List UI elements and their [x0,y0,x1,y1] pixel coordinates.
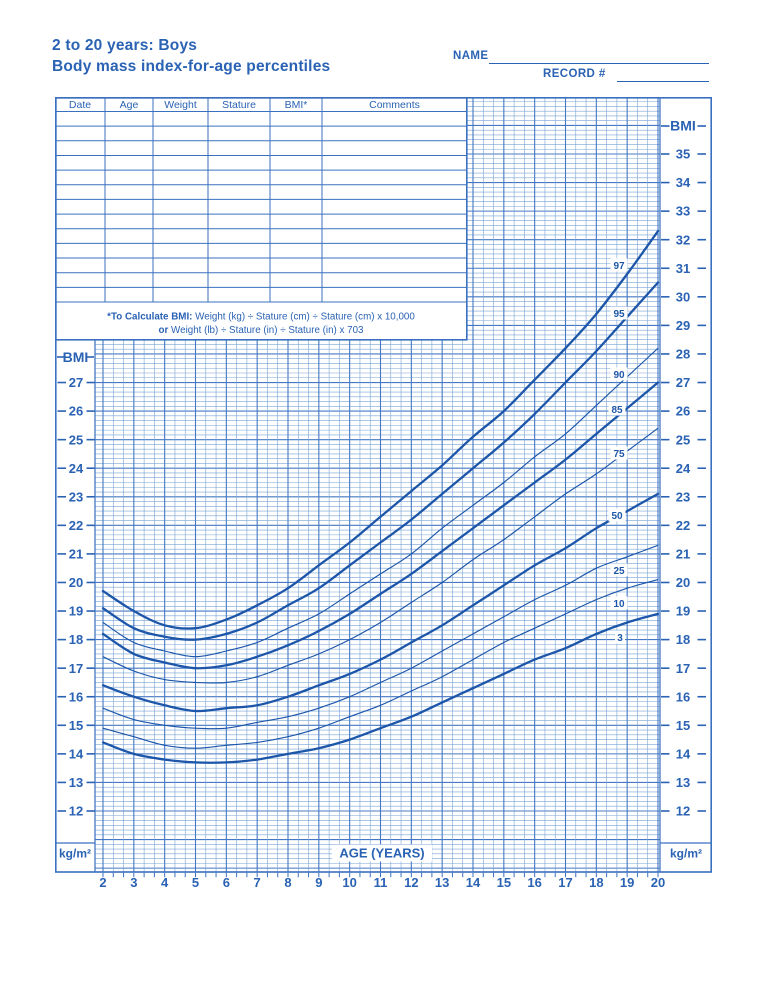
x-tick-label: 17 [558,875,573,890]
y-tick-label-right: 26 [675,403,691,419]
x-tick-label: 2 [99,875,107,890]
y-tick-label-left: 14 [68,746,84,762]
y-tick-label-right: 31 [675,260,691,276]
table-empty-row[interactable] [57,243,467,258]
x-tick-label: 12 [404,875,419,890]
y-tick-label-right: 23 [675,489,691,505]
x-axis-title-group [332,845,432,862]
y-tick-label-left: 26 [68,403,84,419]
x-tick-label: 20 [650,875,666,890]
x-tick-label: 4 [161,875,169,890]
x-axis-labels [99,875,665,890]
percentile-curve-label-75: 75 [613,448,625,460]
x-axis-title: AGE (YEARS) [339,845,425,861]
bmi-note-line2-bold: or [158,325,169,336]
y-tick-label-right: 35 [675,146,691,162]
name-label: NAME [453,50,489,62]
y-unit-label-right: kg/m² [669,846,703,861]
x-tick-label: 14 [465,875,481,890]
table-empty-row[interactable] [57,273,467,288]
table-empty-row[interactable] [57,229,467,244]
y-tick-label-left: 17 [68,660,84,676]
table-empty-row[interactable] [57,214,467,229]
y-tick-label-right: 27 [675,375,691,391]
y-tick-label-left: 15 [68,717,84,733]
y-tick-label-right: 16 [675,689,691,705]
y-tick-label-right: 29 [675,317,691,333]
percentile-curve-label-97: 97 [613,260,625,272]
y-tick-label-right: 13 [675,775,691,791]
y-tick-label-right: 25 [675,432,691,448]
x-tick-label: 15 [496,875,512,890]
table-empty-row[interactable] [57,258,467,273]
y-tick-label-right: 28 [675,346,691,362]
table-empty-row[interactable] [57,199,467,214]
x-tick-label: 6 [222,875,230,890]
x-tick-label: 16 [527,875,542,890]
y-tick-label-right: 30 [675,289,691,305]
y-tick-label-right: 14 [675,746,691,762]
y-tick-label-left: 13 [68,775,84,791]
y-tick-label-left: 27 [68,375,84,391]
page-title: 2 to 20 years: Boys [52,37,198,54]
percentile-curve-labels [609,259,628,644]
table-header-cell: Comments [369,99,420,111]
table-empty-row[interactable] [57,170,467,185]
table-empty-row[interactable] [57,185,467,200]
y-tick-label-right: 20 [675,575,691,591]
table-header-cell: Date [68,99,92,111]
x-tick-label: 3 [130,875,138,890]
x-tick-label: 9 [315,875,323,890]
y-tick-label-right: 22 [675,517,691,533]
table-empty-row[interactable] [57,112,467,127]
y-tick-label-left: 12 [68,803,84,819]
x-tick-label: 8 [284,875,292,890]
bmi-note-line2-rest: Weight (lb) ÷ Stature (in) ÷ Stature (in) x 703 [168,325,364,336]
y-axis-title-right: BMI [670,117,696,134]
x-tick-label: 11 [373,875,388,890]
y-tick-label-left: 16 [68,689,84,705]
y-tick-label-left: 19 [68,603,84,619]
percentile-curve-label-3: 3 [617,632,623,644]
table-header-cell: Age [119,99,139,111]
y-axis-title-left: BMI [62,349,89,365]
y-tick-label-right: 33 [675,203,691,219]
bmi-note-line-2 [159,325,365,336]
y-tick-label-right: 21 [675,546,691,562]
y-tick-label-left: 23 [68,489,84,505]
y-tick-label-left: 21 [68,546,84,562]
bmi-note-line-1 [107,312,415,323]
y-unit-label-left: kg/m² [58,846,92,861]
table-empty-row[interactable] [57,126,467,141]
y-tick-label-right: 12 [675,803,691,819]
y-tick-label-right: 24 [675,460,691,476]
y-axis-left [55,349,95,861]
y-tick-label-right: 32 [675,232,691,248]
table-header-cell: Stature [222,99,256,111]
table-empty-row[interactable] [57,141,467,156]
bmi-chart-figure [55,97,712,897]
y-tick-label-left: 24 [68,460,84,476]
percentile-curve-label-95: 95 [613,308,625,320]
y-tick-label-right: 15 [675,717,691,733]
record-input-line[interactable] [617,66,709,82]
percentile-curve-label-25: 25 [613,565,625,577]
percentile-curve-label-85: 85 [611,404,623,416]
y-axis-right [660,118,712,861]
y-tick-label-right: 34 [675,175,691,191]
y-tick-label-right: 17 [675,660,691,676]
bmi-note-line1-bold: *To Calculate BMI: [107,311,193,323]
table-empty-row[interactable] [57,287,467,302]
x-tick-label: 5 [191,875,200,890]
percentile-curve-label-90: 90 [613,369,625,381]
table-header-cell: Weight [164,99,197,111]
table-empty-row[interactable] [57,155,467,170]
page-subtitle: Body mass index-for-age percentiles [52,58,331,75]
name-input-line[interactable] [489,48,709,64]
table-header-cell: BMI* [284,99,308,111]
bmi-note-line1-rest: Weight (kg) ÷ Stature (cm) ÷ Stature (cm) x 10,000 [192,311,415,323]
record-label: RECORD # [543,68,606,80]
y-tick-label-right: 18 [675,632,691,648]
x-tick-label: 18 [589,875,604,890]
log-table [56,98,467,340]
x-tick-label: 10 [342,875,357,890]
y-tick-label-left: 25 [68,432,84,448]
x-tick-label: 7 [253,875,261,890]
x-tick-label: 19 [619,875,635,890]
y-tick-label-right: 19 [675,603,691,619]
x-tick-label: 13 [434,875,450,890]
percentile-curve-label-50: 50 [611,510,623,522]
percentile-curve-label-10: 10 [613,598,625,610]
y-tick-label-left: 18 [68,632,84,648]
y-tick-label-left: 22 [68,517,84,533]
y-tick-label-left: 20 [68,575,84,591]
